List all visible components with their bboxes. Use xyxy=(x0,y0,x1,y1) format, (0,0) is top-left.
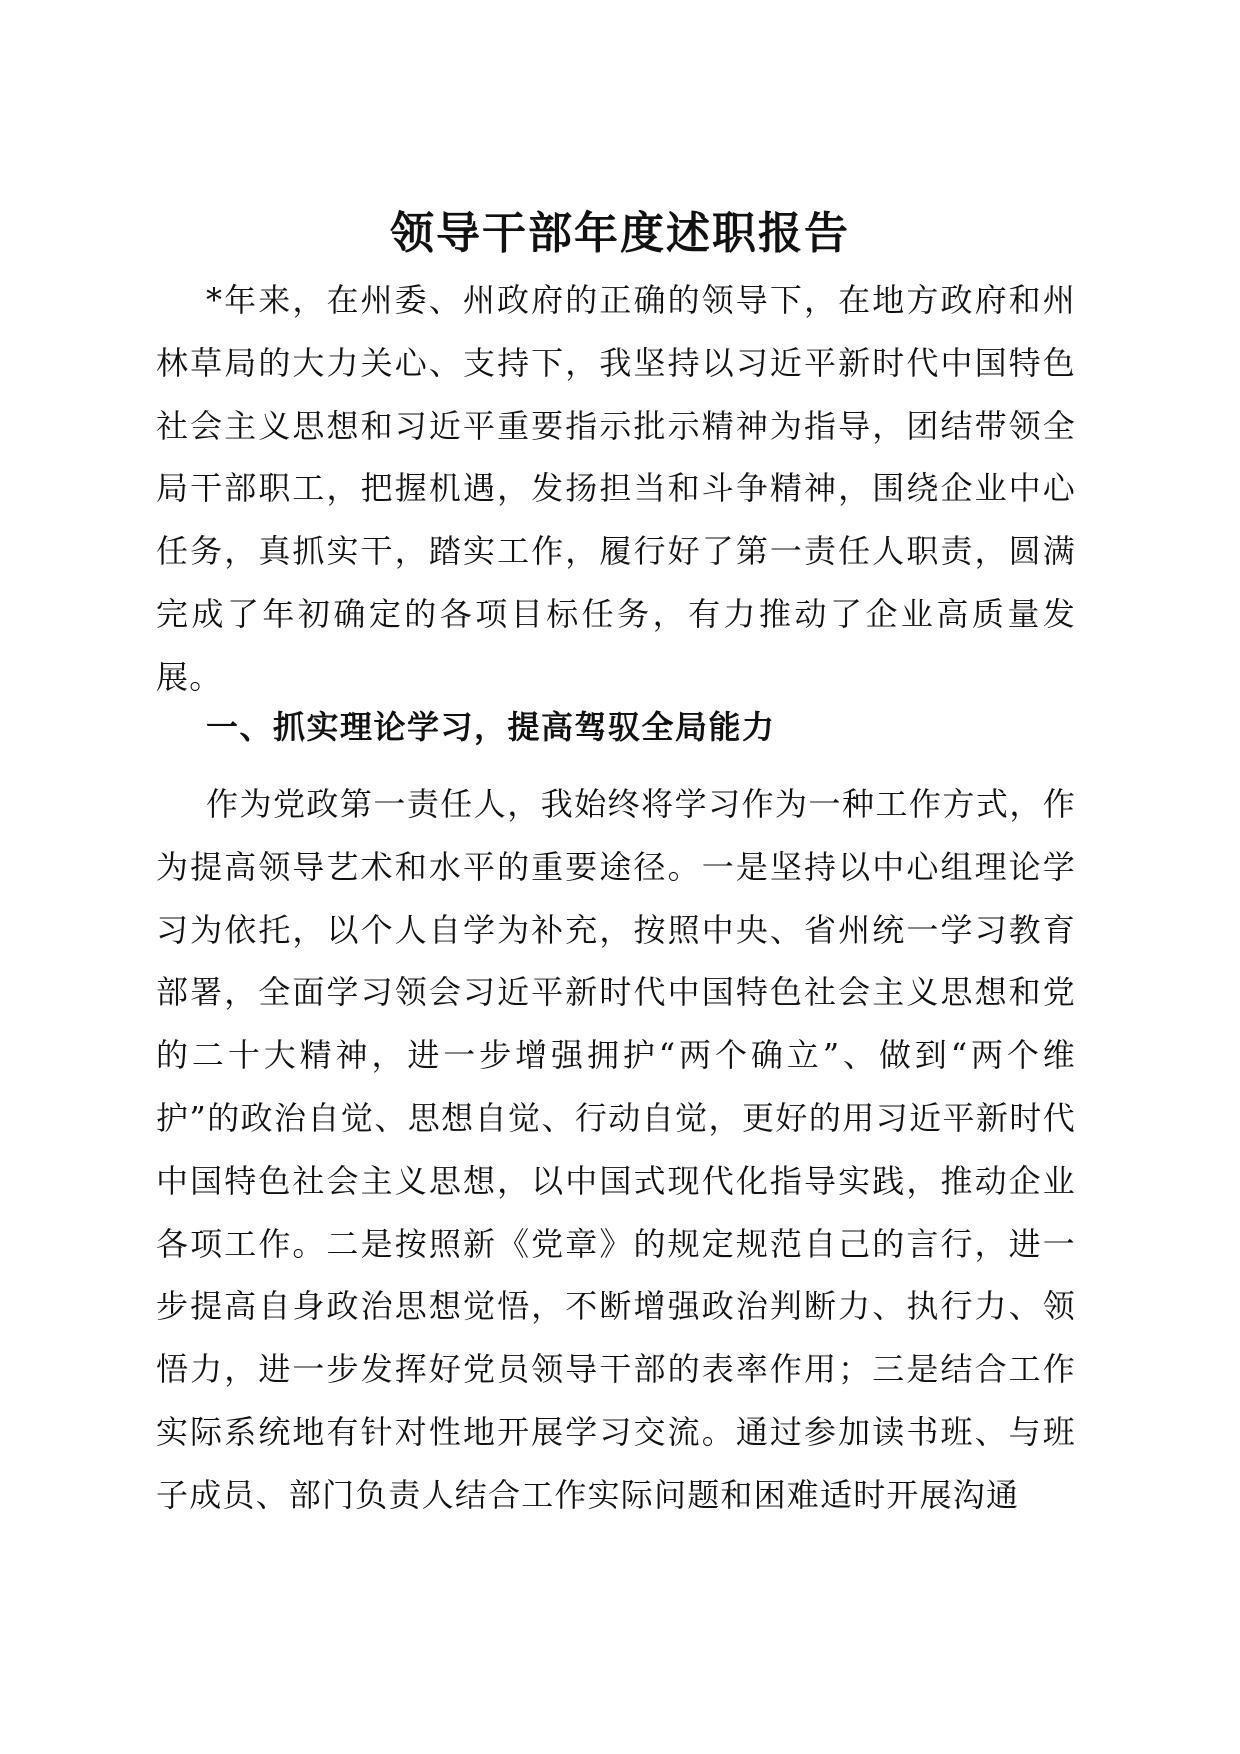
section-body-paragraph: 作为党政第一责任人，我始终将学习作为一种工作方式，作为提高领导艺术和水平的重要途径。一是坚持以中心组理论学习为依托，以个人自学为补充，按照中央、省州统一学习教育部署，全面学习领会习近平新时代中国特色社会主义思想和党的二十大精神，进一步增强拥护“两个确立”、做到“两个维护”的政治自觉、思想自觉、行动自觉，更好的用习近平新时代中国特色社会主义思想，以中国式现代化指导实践，推动企业各项工作。二是按照新《党章》的规定规范自己的言行，进一步提高自身政治思想觉悟，不断增强政治判断力、执行力、领悟力，进一步发挥好党员领导干部的表率作用；三是结合工作实际系统地有针对性地开展学习交流。通过参加读书班、与班子成员、部门负责人结合工作实际问题和困难适时开展沟通 xyxy=(156,785,1076,1514)
intro-paragraph: *年来，在州委、州政府的正确的领导下，在地方政府和州林草局的大力关心、支持下，我坚持以习近平新时代中国特色社会主义思想和习近平重要指示批示精神为指导，团结带领全局干部职工，把握机遇，发扬担当和斗争精神，围绕企业中心任务，真抓实干，踏实工作，履行好了第一责任人职责，圆满完成了年初确定的各项目标任务，有力推动了企业高质量发展。 xyxy=(156,281,1076,696)
section-heading: 一、抓实理论学习，提高驾驭全局能力 xyxy=(206,708,776,746)
document-title: 领导干部年度述职报告 xyxy=(390,208,850,259)
